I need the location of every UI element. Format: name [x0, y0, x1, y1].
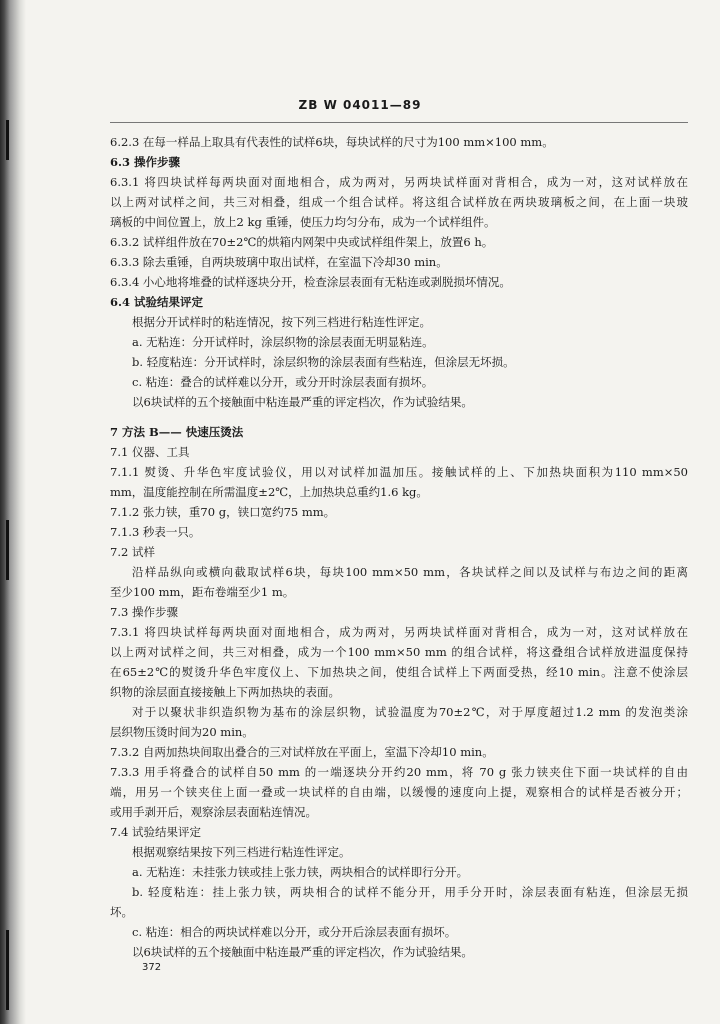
paragraph-cont: 层织物压烫时间为20 min。 — [110, 725, 254, 739]
list-item-b: b. 轻度粘连：挂上张力铗，两块相合的试样不能分开，用手分开时，涂层表面有粘连，但涂层无损 — [132, 885, 688, 899]
clause-7-3-3-cont: 或用手剥开后，观察涂层表面粘连情况。 — [110, 805, 317, 819]
clause-7-3-2: 7.3.2 自两加热块间取出叠合的三对试样放在平面上，室温下冷却10 min。 — [110, 745, 494, 759]
list-item-b-cont: 坏。 — [110, 905, 133, 919]
clause-7-1-1-cont: mm，温度能控制在所需温度±2℃，上加热块总重约1.6 kg。 — [110, 485, 428, 499]
clause-6-3-1-cont: 璃板的中间位置上，放上2 kg 重锤，使压力均匀分布，成为一个试样组件。 — [110, 215, 496, 229]
clause-7-3-1-cont: 在65±2℃的熨烫升华色牢度仪上、下加热块之间，使组合试样上下两面受热，经10 min。注意不使涂层 — [110, 665, 688, 679]
scan-mark — [6, 120, 9, 160]
paragraph-cont: 至少100 mm，距布卷端至少1 m。 — [110, 585, 295, 599]
scan-binding-edge — [0, 0, 26, 1024]
clause-7-3-3-cont: 端，用另一个铗夹住上面一叠或一块试样的自由端，以缓慢的速度向上提，观察相合的试样是否被分开； — [110, 785, 688, 799]
paragraph: 以6块试样的五个接触面中粘连最严重的评定档次，作为试验结果。 — [132, 395, 473, 409]
list-item-c: c. 粘连：相合的两块试样难以分开，或分开后涂层表面有损坏。 — [132, 925, 457, 939]
heading-method-b: 7 方法 B—— 快速压烫法 — [110, 425, 244, 439]
clause-6-3-2: 6.3.2 试样组件放在70±2℃的烘箱内网架中央或试样组件架上，放置6 h。 — [110, 235, 494, 249]
clause-6-2-3: 6.2.3 在每一样品上取具有代表性的试样6块，每块试样的尺寸为100 mm×100 mm。 — [110, 135, 554, 149]
clause-6-3-3: 6.3.3 除去重锤，自两块玻璃中取出试样，在室温下冷却30 min。 — [110, 255, 448, 269]
list-item-a: a. 无粘连：分开试样时，涂层织物的涂层表面无明显粘连。 — [132, 335, 434, 349]
clause-7-3-1: 7.3.1 将四块试样每两块面对面地相合，成为两对，另两块试样面对背相合，成为一对，这对试样放在 — [110, 625, 688, 639]
scan-mark — [6, 520, 9, 580]
clause-7-1-2: 7.1.2 张力铗，重70 g，铗口宽约75 mm。 — [110, 505, 336, 519]
clause-6-3-4: 6.3.4 小心地将堆叠的试样逐块分开，检查涂层表面有无粘连或剥脱损坏情况。 — [110, 275, 511, 289]
clause-7-1-1: 7.1.1 熨烫、升华色牢度试验仪，用以对试样加温加压。接触试样的上、下加热块面积为110 mm×50 — [110, 465, 688, 479]
clause-6-3-1: 6.3.1 将四块试样每两块面对面地相合，成为两对，另两块试样面对背相合，成为一对，这对试样放在 — [110, 175, 688, 189]
clause-7-3-3: 7.3.3 用手将叠合的试样自50 mm 的一端逐块分开约20 mm，将 70 g 张力铗夹住下面一块试样的自由 — [110, 765, 688, 779]
document-body — [110, 132, 688, 962]
paragraph: 对于以聚状非织造织物为基布的涂层织物，试验温度为70±2℃，对于厚度超过1.2 mm 的发泡类涂 — [132, 705, 688, 719]
heading-7-2: 7.2 试样 — [110, 545, 155, 559]
clause-7-3-1-cont: 织物的涂层面直接接触上下两加热块的表面。 — [110, 685, 340, 699]
page-number: 372 — [142, 962, 162, 973]
header-divider — [110, 122, 688, 123]
clause-7-3-1-cont: 以上两对试样之间，共三对相叠，成为一个100 mm×50 mm 的组合试样，将这叠组合试样放进温度保持 — [110, 645, 688, 659]
scan-mark — [6, 930, 9, 1010]
heading-7-4: 7.4 试验结果评定 — [110, 825, 201, 839]
clause-7-1-3: 7.1.3 秒表一只。 — [110, 525, 201, 539]
heading-7-1: 7.1 仪器、工具 — [110, 445, 190, 459]
clause-6-3-1-cont: 以上两对试样之间，共三对相叠，组成一个组合试样。将这组合试样放在两块玻璃板之间，在上面一块玻 — [110, 195, 688, 209]
list-item-a: a. 无粘连：未挂张力铗或挂上张力铗，两块相合的试样即行分开。 — [132, 865, 469, 879]
paragraph: 根据观察结果按下列三档进行粘连性评定。 — [132, 845, 351, 859]
paragraph: 以6块试样的五个接触面中粘连最严重的评定档次，作为试验结果。 — [132, 945, 473, 959]
list-item-b: b. 轻度粘连：分开试样时，涂层织物的涂层表面有些粘连，但涂层无坏损。 — [132, 355, 515, 369]
list-item-c: c. 粘连：叠合的试样难以分开，或分开时涂层表面有损坏。 — [132, 375, 434, 389]
heading-7-3: 7.3 操作步骤 — [110, 605, 178, 619]
heading-6-3: 6.3 操作步骤 — [110, 155, 181, 169]
standard-code-header: ZB W 04011—89 — [298, 98, 422, 112]
heading-6-4: 6.4 试验结果评定 — [110, 295, 204, 309]
paragraph: 沿样品纵向或横向截取试样6块，每块100 mm×50 mm，各块试样之间以及试样与布边之间的距离 — [132, 565, 688, 579]
paragraph: 根据分开试样时的粘连情况，按下列三档进行粘连性评定。 — [132, 315, 431, 329]
